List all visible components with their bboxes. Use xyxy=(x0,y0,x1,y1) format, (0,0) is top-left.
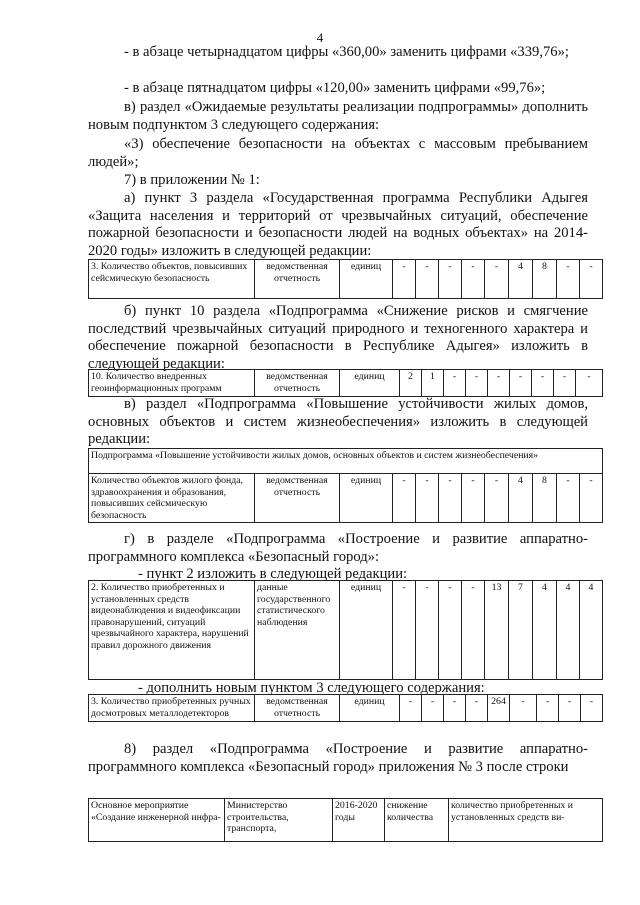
year-value: 4 xyxy=(509,260,533,299)
year-value: - xyxy=(488,370,510,397)
year-value: - xyxy=(393,581,416,680)
year-value: 264 xyxy=(488,695,510,722)
year-value: - xyxy=(485,474,509,523)
year-value: - xyxy=(581,695,603,722)
table-4 xyxy=(88,580,603,680)
page-number: 4 xyxy=(316,30,324,45)
year-value: - xyxy=(466,695,488,722)
year-value: - xyxy=(439,474,462,523)
year-value: - xyxy=(462,474,485,523)
paragraph-9: г) в разделе «Подпрограмма «Построение и развитие аппаратно-программного комплекса «Безопасный город»: xyxy=(88,531,588,565)
unit: единиц xyxy=(340,474,393,523)
paragraph-5: 7) в приложении № 1: xyxy=(124,172,260,188)
year-value: - xyxy=(439,260,462,299)
indicator-name: 10. Количество внедренных геоинформационных программ xyxy=(89,370,255,397)
indicator-link: количество приобретенных и установленных средств ви- xyxy=(449,799,603,842)
table-3 xyxy=(88,448,603,523)
indicator-name: Количество объектов жилого фонда, здравоохранения и образования, повысивших сейсмическую безопасность xyxy=(89,474,255,523)
table-5 xyxy=(88,694,603,722)
year-value: - xyxy=(393,474,416,523)
year-value: 1 xyxy=(422,370,444,397)
year-value: - xyxy=(510,370,532,397)
activity-name: Основное мероприятие «Создание инженерной инфра- xyxy=(89,799,225,842)
table-row xyxy=(89,260,603,299)
year-value: - xyxy=(400,695,422,722)
table-2 xyxy=(88,369,603,397)
data-source: ведомственная отчетность xyxy=(255,260,340,299)
indicator-name: 2. Количество приобретенных и установленных средств видеонаблюдения и видеофиксации правонарушений, ситуаций чрезвычайного характера, нарушений правил дорожного движения xyxy=(89,581,255,680)
year-value: 4 xyxy=(509,474,533,523)
table-1 xyxy=(88,259,603,299)
unit: единиц xyxy=(340,260,393,299)
year-value: - xyxy=(580,260,603,299)
paragraph-6: а) пункт 3 раздела «Государственная программа Республики Адыгея «Защита населения и территорий от чрезвычайных ситуаций, обеспечение пожарной безопасности и безопасности людей на водных объектах» на 2014-2020 годы» изложить в следующей редакции: xyxy=(88,190,588,259)
indicator-name: 3. Количество объектов, повысивших сейсмическую безопасность xyxy=(89,260,255,299)
effect: снижение количества xyxy=(385,799,449,842)
year-value: - xyxy=(416,581,439,680)
paragraph-12: 8) раздел «Подпрограмма «Построение и развитие аппаратно-программного комплекса «Безопасный город» приложения № 3 после строки xyxy=(88,741,588,775)
year-value: 8 xyxy=(533,474,557,523)
year-value: - xyxy=(416,474,439,523)
table-header-row xyxy=(89,449,603,474)
year-value: - xyxy=(444,695,466,722)
paragraph-8: в) раздел «Подпрограмма «Повышение устойчивости жилых домов, основных объектов и систем жизнеобеспечения» изложить в следующей редакции: xyxy=(88,396,588,447)
data-source: ведомственная отчетность xyxy=(255,695,340,722)
year-value: 7 xyxy=(509,581,533,680)
table-6 xyxy=(88,798,603,842)
year-value: - xyxy=(466,370,488,397)
year-value: - xyxy=(422,695,444,722)
table-row xyxy=(89,695,603,722)
year-value: - xyxy=(532,370,554,397)
paragraph-4: «3) обеспечение безопасности на объектах с массовым пребыванием людей»; xyxy=(88,136,588,170)
year-value: - xyxy=(393,260,416,299)
year-value: 13 xyxy=(485,581,509,680)
paragraph-1: - в абзаце четырнадцатом цифры «360,00» заменить цифрами «339,76»; xyxy=(124,44,569,60)
unit: единиц xyxy=(340,370,400,397)
unit: единиц xyxy=(340,581,393,680)
year-value: - xyxy=(554,370,576,397)
period: 2016-2020 годы xyxy=(333,799,385,842)
executor: Министерство строительства, транспорта, xyxy=(225,799,333,842)
table-row xyxy=(89,370,603,397)
year-value: - xyxy=(537,695,559,722)
year-value: 2 xyxy=(400,370,422,397)
paragraph-10: - пункт 2 изложить в следующей редакции: xyxy=(138,566,408,582)
unit: единиц xyxy=(340,695,400,722)
year-value: - xyxy=(557,474,580,523)
paragraph-7: б) пункт 10 раздела «Подпрограмма «Снижение рисков и смягчение последствий чрезвычайных ситуаций природного и техногенного характера и обеспечение пожарной безопасности в Республике Адыгея» изложить в следующей редакции: xyxy=(88,303,588,372)
year-value: 4 xyxy=(580,581,603,680)
paragraph-3: в) раздел «Ожидаемые результаты реализации подпрограммы» дополнить новым подпунктом 3 следующего содержания: xyxy=(88,99,588,133)
year-value: - xyxy=(559,695,581,722)
year-value: - xyxy=(485,260,509,299)
table-row xyxy=(89,581,603,680)
data-source: ведомственная отчетность xyxy=(255,474,340,523)
year-value: - xyxy=(444,370,466,397)
year-value: - xyxy=(510,695,537,722)
year-value: - xyxy=(416,260,439,299)
year-value: - xyxy=(439,581,462,680)
table-row xyxy=(89,799,603,842)
data-source: ведомственная отчетность xyxy=(255,370,340,397)
year-value: - xyxy=(462,260,485,299)
year-value: - xyxy=(462,581,485,680)
indicator-name: 3. Количество приобретенных ручных досмотровых металлодетекторов xyxy=(89,695,255,722)
year-value: 8 xyxy=(533,260,557,299)
paragraph-2: - в абзаце пятнадцатом цифры «120,00» заменить цифрами «99,76»; xyxy=(124,80,546,96)
year-value: - xyxy=(576,370,603,397)
subprogram-header: Подпрограмма «Повышение устойчивости жилых домов, основных объектов и систем жизнеобеспечения» xyxy=(89,449,603,474)
year-value: 4 xyxy=(557,581,580,680)
year-value: - xyxy=(580,474,603,523)
year-value: - xyxy=(557,260,580,299)
table-row xyxy=(89,474,603,523)
paragraph-11: - дополнить новым пунктом 3 следующего содержания: xyxy=(138,680,485,696)
year-value: 4 xyxy=(533,581,557,680)
data-source: данные государственного статистического наблюдения xyxy=(255,581,340,680)
